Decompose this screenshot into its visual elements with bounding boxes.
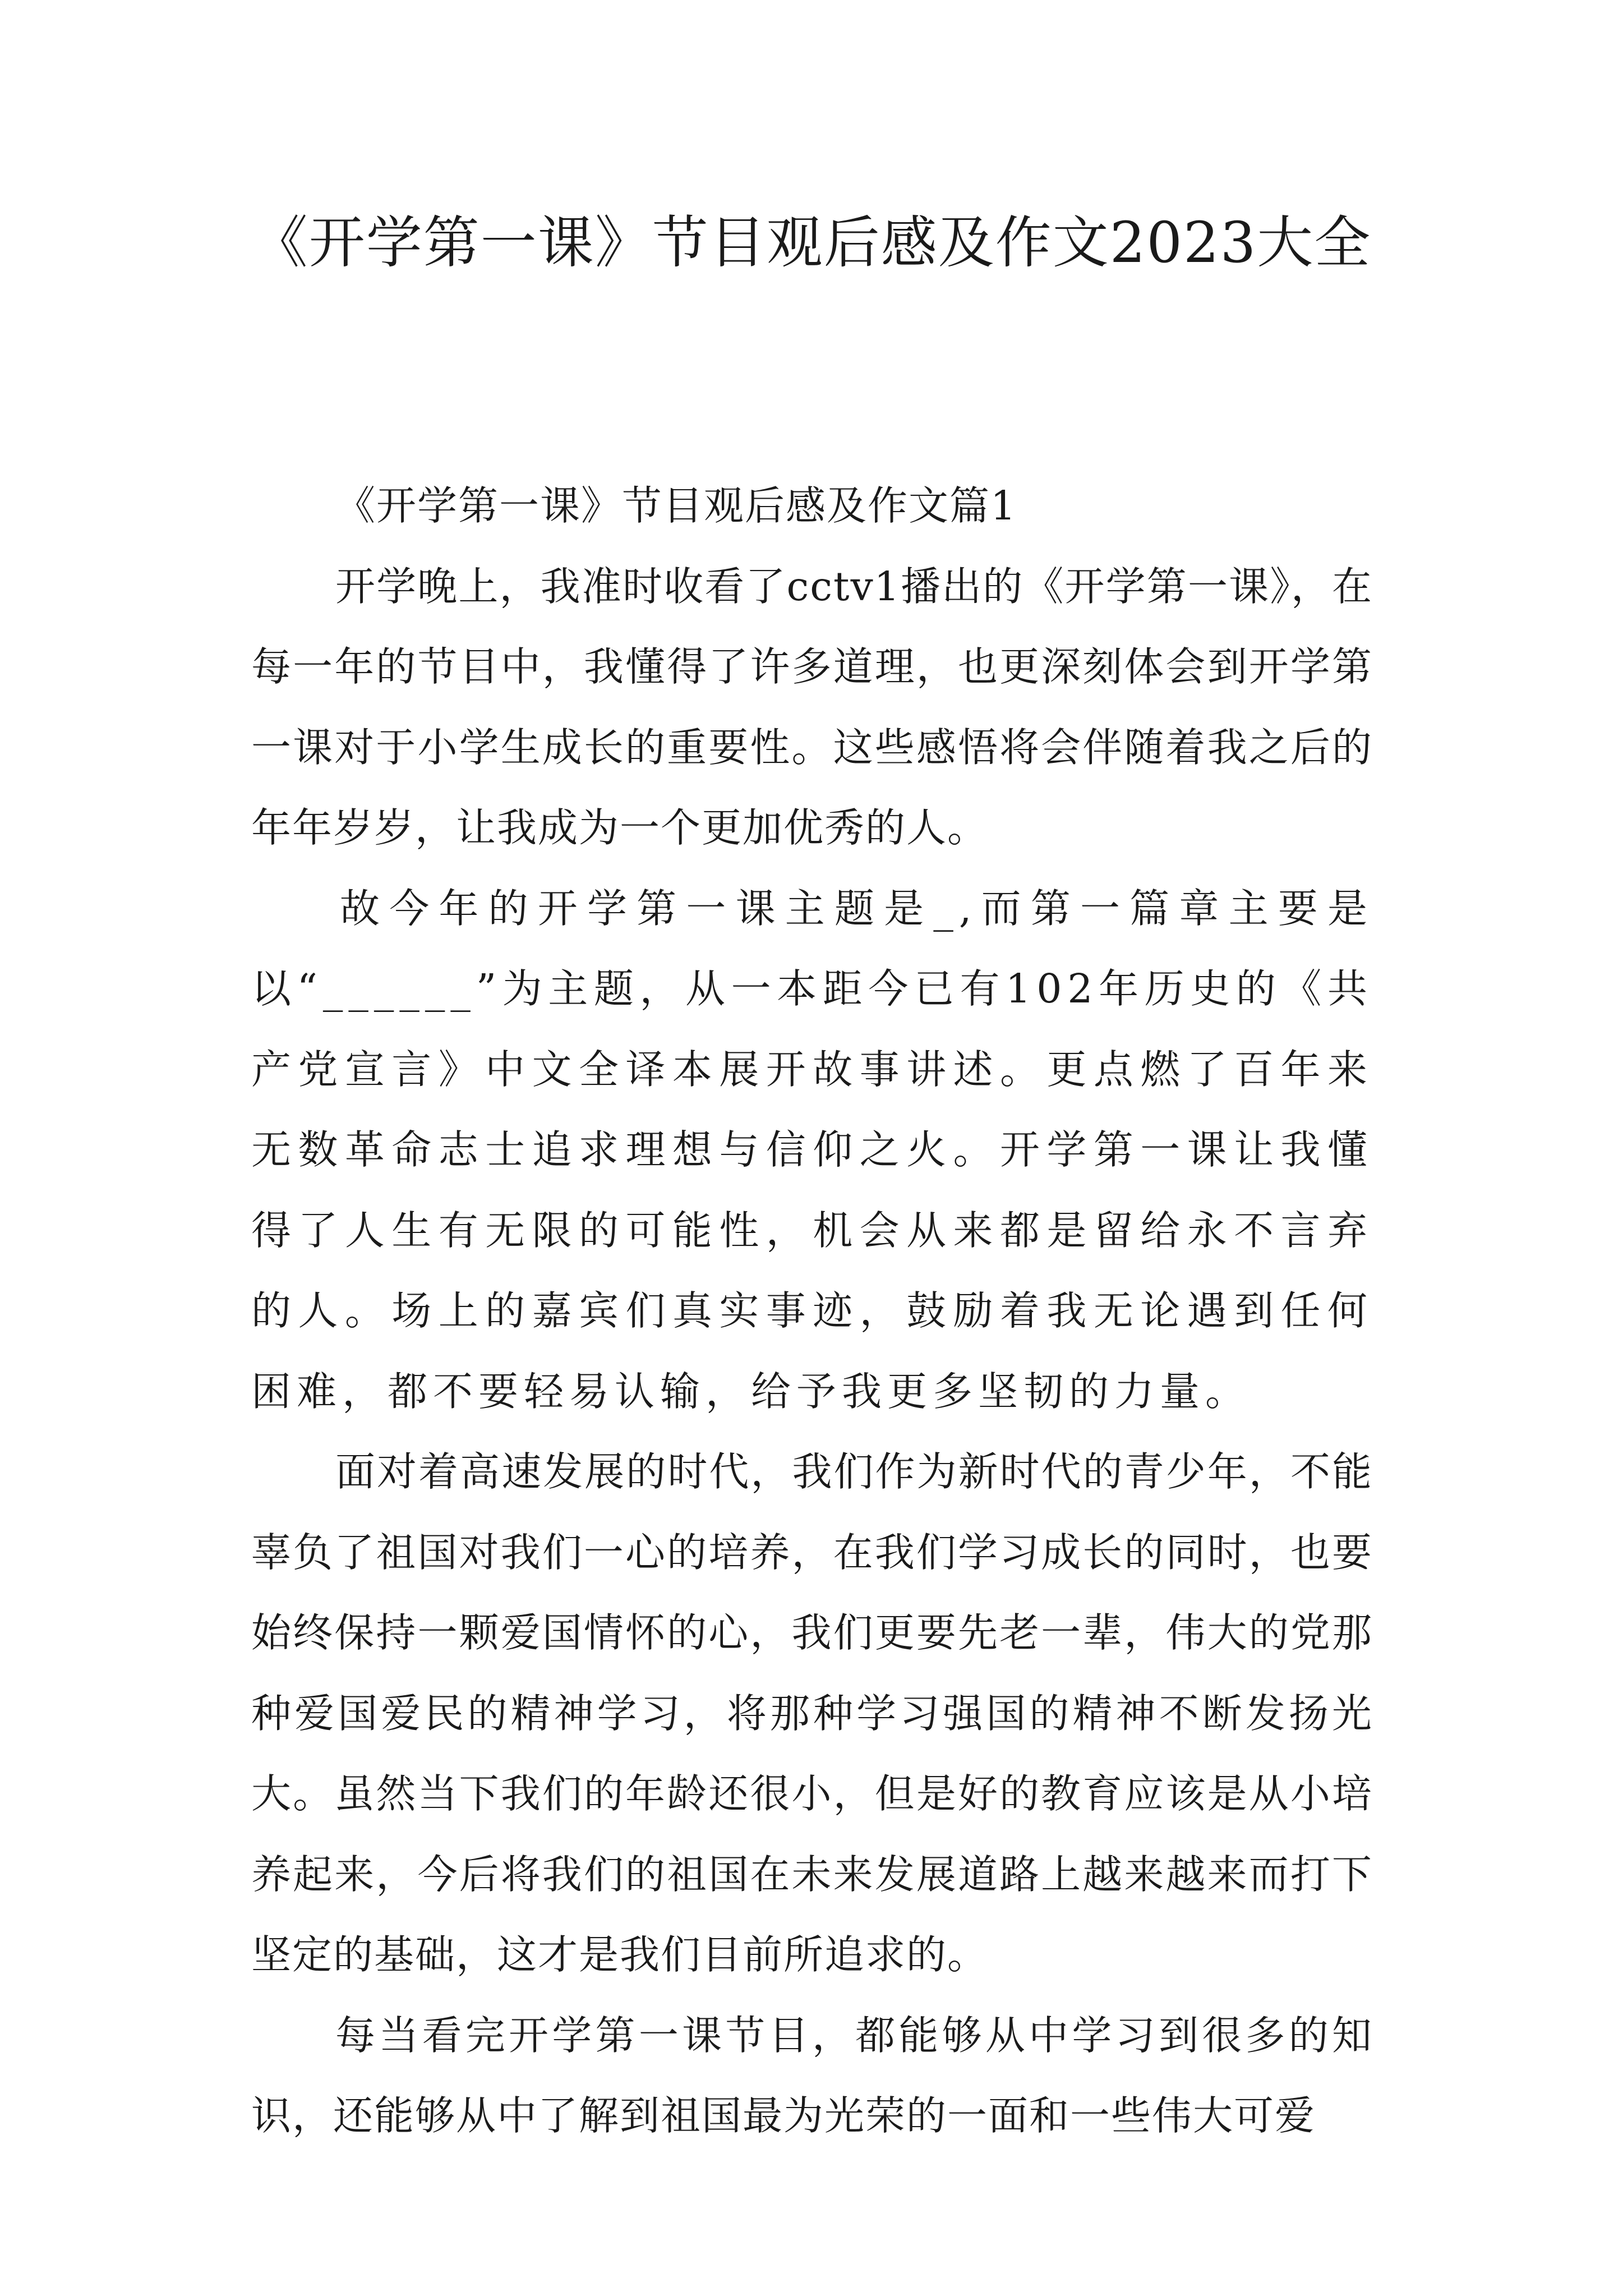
paragraph: 面对着高速发展的时代，我们作为新时代的青少年，不能辜负了祖国对我们一心的培养，在我们学习成长的同时，也要始终保持一颗爱国情怀的心，我们更要先老一辈，伟大的党那种爱国爱民的精神学习，将那种学习强国的精神不断发扬光大。虽然当下我们的年龄还很小，但是好的教育应该是从小培养起来，今后将我们的祖国在未来发展道路上越来越来而打下坚定的基础，这才是我们目前所追求的。 [251,1448,1373,1978]
paragraph: 每当看完开学第一课节目，都能够从中学习到很多的知识，还能够从中了解到祖国最为光荣的一面和一些伟大可爱 [251,2012,1373,2139]
section-heading: 《开学第一课》节目观后感及作文篇1 [335,482,1017,529]
paragraph: 故今年的开学第一课主题是_,而第一篇章主要是以“______”为主题，从一本距今已有102年历史的《共产党宣言》中文全译本展开故事讲述。更点燃了百年来无数革命志士追求理想与信仰之火。开学第一课让我懂得了人生有无限的可能性，机会从来都是留给永不言弃的人。场上的嘉宾们真实事迹，鼓励着我无论遇到任何困难，都不要轻易认输，给予我更多坚韧的力量。 [251,885,1373,1415]
document-body [251,466,1373,2156]
document-title: 《开学第一课》节目观后感及作文2023大全 [251,210,1372,275]
paragraph: 开学晚上，我准时收看了cctv1播出的《开学第一课》，在每一年的节目中，我懂得了许多道理，也更深刻体会到开学第一课对于小学生成长的重要性。这些感悟将会伴随着我之后的年年岁岁，让我成为一个更加优秀的人。 [251,563,1373,851]
